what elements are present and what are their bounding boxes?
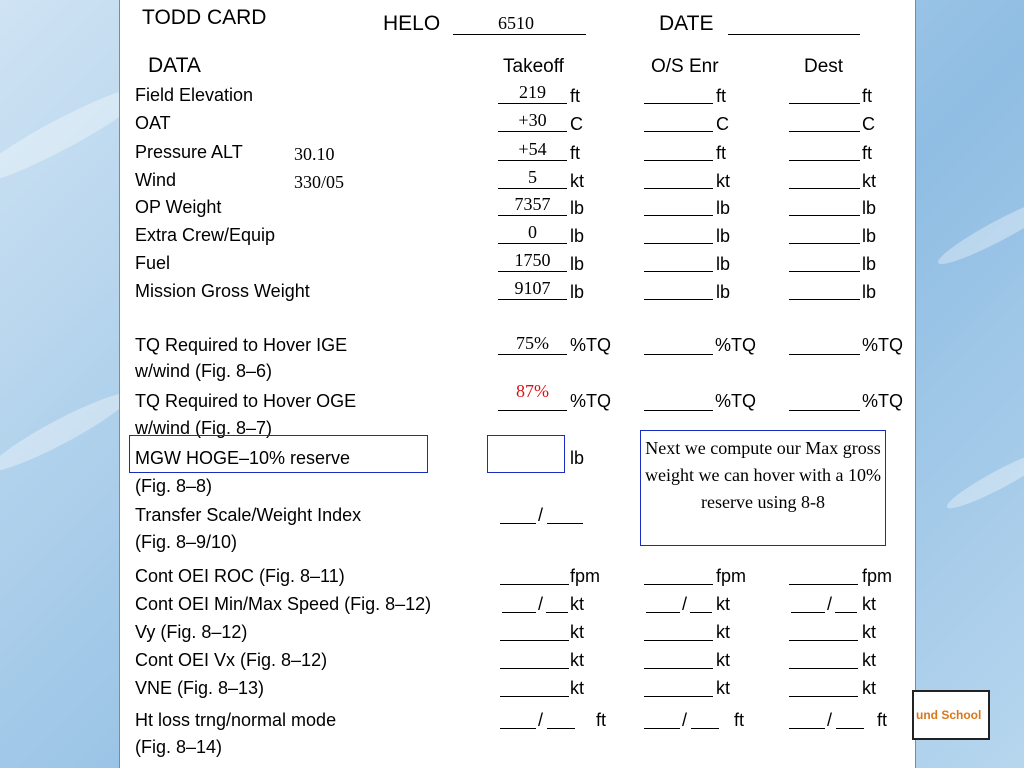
school-badge: und School bbox=[912, 690, 990, 740]
transfer-label: Transfer Scale/Weight Index bbox=[135, 505, 362, 525]
row-unit: kt bbox=[570, 171, 585, 191]
perf-slash: / bbox=[827, 594, 833, 614]
blank-line[interactable] bbox=[500, 728, 536, 729]
blank-line[interactable] bbox=[644, 271, 713, 272]
perf-unit: kt bbox=[862, 678, 877, 698]
blank-line[interactable] bbox=[498, 299, 567, 300]
row-unit: ft bbox=[570, 86, 581, 106]
blank-line[interactable] bbox=[644, 103, 713, 104]
htloss-slash: / bbox=[538, 710, 544, 730]
blank-line[interactable] bbox=[644, 160, 713, 161]
tq-oge-unit-os: %TQ bbox=[715, 391, 757, 411]
blank-line[interactable] bbox=[644, 640, 713, 641]
blank-line[interactable] bbox=[791, 612, 825, 613]
perf-slash: / bbox=[682, 594, 688, 614]
os-enr-header: O/S Enr bbox=[651, 56, 719, 77]
row-unit-dest: C bbox=[862, 114, 875, 134]
perf-unit: fpm bbox=[570, 566, 601, 586]
row-unit-os: lb bbox=[716, 198, 731, 218]
blank-line[interactable] bbox=[789, 728, 825, 729]
row-unit-os: lb bbox=[716, 226, 731, 246]
transfer-slash: / bbox=[538, 505, 544, 525]
tq-oge-unit-dest: %TQ bbox=[862, 391, 904, 411]
blank-line[interactable] bbox=[789, 271, 860, 272]
row-unit-dest: ft bbox=[862, 86, 873, 106]
row-note: 330/05 bbox=[294, 172, 345, 192]
blank-line[interactable] bbox=[789, 668, 858, 669]
row-takeoff-value: 219 bbox=[519, 82, 546, 102]
blank-line[interactable] bbox=[498, 271, 567, 272]
blank-line[interactable] bbox=[789, 299, 860, 300]
row-takeoff-value: 1750 bbox=[514, 250, 551, 270]
perf-unit: kt bbox=[716, 650, 731, 670]
perf-label: Cont OEI ROC (Fig. 8–11) bbox=[135, 566, 345, 586]
tq-oge-label: TQ Required to Hover OGE bbox=[135, 391, 357, 411]
perf-unit: kt bbox=[716, 678, 731, 698]
tq-oge-value: 87% bbox=[516, 381, 549, 401]
tq-ige-value: 75% bbox=[516, 333, 549, 353]
perf-unit: fpm bbox=[716, 566, 747, 586]
perf-slash: / bbox=[538, 594, 544, 614]
row-label: Fuel bbox=[135, 253, 171, 273]
htloss-unit: ft bbox=[734, 710, 745, 730]
perf-unit: kt bbox=[570, 622, 585, 642]
row-unit-dest: lb bbox=[862, 254, 877, 274]
htloss-slash: / bbox=[682, 710, 688, 730]
row-takeoff-value: 7357 bbox=[514, 194, 551, 214]
tq-ige-sub: w/wind (Fig. 8–6) bbox=[135, 361, 273, 381]
htloss-unit: ft bbox=[877, 710, 888, 730]
perf-unit: kt bbox=[570, 678, 585, 698]
blank-line[interactable] bbox=[836, 728, 864, 729]
blank-line[interactable] bbox=[789, 215, 860, 216]
row-takeoff-value: 0 bbox=[528, 222, 537, 242]
blank-line[interactable] bbox=[547, 728, 575, 729]
row-unit-dest: kt bbox=[862, 171, 877, 191]
row-unit-os: C bbox=[716, 114, 729, 134]
tq-oge-sub: w/wind (Fig. 8–7) bbox=[135, 418, 273, 438]
blank-line[interactable] bbox=[789, 103, 860, 104]
blank-line[interactable] bbox=[498, 243, 567, 244]
perf-label: Cont OEI Vx (Fig. 8–12) bbox=[135, 650, 328, 670]
htloss-unit: ft bbox=[596, 710, 607, 730]
tq-ige-label: TQ Required to Hover IGE bbox=[135, 335, 348, 355]
blank-line[interactable] bbox=[500, 640, 569, 641]
helo-value: 6510 bbox=[498, 13, 534, 33]
todd-card bbox=[119, 0, 916, 768]
blank-line[interactable] bbox=[500, 584, 569, 585]
blank-line[interactable] bbox=[644, 728, 680, 729]
blank-line[interactable] bbox=[498, 103, 567, 104]
mgw-unit: lb bbox=[570, 448, 585, 468]
row-unit-os: ft bbox=[716, 143, 727, 163]
tq-ige-unit-os: %TQ bbox=[715, 335, 757, 355]
blank-line[interactable] bbox=[690, 612, 712, 613]
blank-line[interactable] bbox=[546, 612, 568, 613]
row-takeoff-value: +54 bbox=[518, 139, 547, 159]
perf-unit: kt bbox=[862, 594, 877, 614]
row-unit: C bbox=[570, 114, 583, 134]
perf-unit: kt bbox=[862, 622, 877, 642]
perf-label: Cont OEI Min/Max Speed (Fig. 8–12) bbox=[135, 594, 432, 614]
row-unit-os: lb bbox=[716, 282, 731, 302]
blank-line[interactable] bbox=[498, 188, 567, 189]
mgw-value-box[interactable] bbox=[487, 435, 565, 473]
htloss-slash: / bbox=[827, 710, 833, 730]
row-takeoff-value: 5 bbox=[528, 167, 537, 187]
blank-line[interactable] bbox=[644, 188, 713, 189]
htloss-label: Ht loss trng/normal mode bbox=[135, 710, 337, 730]
perf-unit: kt bbox=[570, 594, 585, 614]
blank-line[interactable] bbox=[498, 131, 567, 132]
blank-line[interactable] bbox=[789, 640, 858, 641]
blank-line[interactable] bbox=[644, 131, 713, 132]
tq-oge-unit: %TQ bbox=[570, 391, 612, 411]
row-unit-os: lb bbox=[716, 254, 731, 274]
blank-line[interactable] bbox=[789, 131, 860, 132]
data-header: DATA bbox=[148, 54, 201, 77]
transfer-sub: (Fig. 8–9/10) bbox=[135, 532, 238, 552]
mgw-sub: (Fig. 8–8) bbox=[135, 476, 213, 496]
row-label: Mission Gross Weight bbox=[135, 281, 310, 301]
helo-label: HELO bbox=[383, 12, 441, 35]
row-unit: ft bbox=[570, 143, 581, 163]
perf-unit: kt bbox=[570, 650, 585, 670]
perf-label: Vy (Fig. 8–12) bbox=[135, 622, 248, 642]
row-unit: lb bbox=[570, 226, 585, 246]
blank-line[interactable] bbox=[644, 584, 713, 585]
blank-line[interactable] bbox=[498, 160, 567, 161]
row-label: OAT bbox=[135, 113, 171, 133]
date-label: DATE bbox=[659, 12, 714, 35]
row-unit: lb bbox=[570, 282, 585, 302]
blank-line[interactable] bbox=[644, 696, 713, 697]
mgw-label: MGW HOGE–10% reserve bbox=[135, 448, 351, 468]
row-unit: lb bbox=[570, 198, 585, 218]
dest-header: Dest bbox=[804, 56, 844, 77]
perf-unit: kt bbox=[716, 594, 731, 614]
row-unit-dest: ft bbox=[862, 143, 873, 163]
row-label: OP Weight bbox=[135, 197, 222, 217]
blank-line[interactable] bbox=[646, 612, 680, 613]
blank-line[interactable] bbox=[498, 215, 567, 216]
row-unit-dest: lb bbox=[862, 198, 877, 218]
row-label: Field Elevation bbox=[135, 85, 254, 105]
perf-unit: kt bbox=[716, 622, 731, 642]
htloss-sub: (Fig. 8–14) bbox=[135, 737, 223, 757]
row-label: Wind bbox=[135, 170, 177, 190]
perf-unit: kt bbox=[862, 650, 877, 670]
blank-line[interactable] bbox=[789, 584, 858, 585]
blank-line[interactable] bbox=[789, 160, 860, 161]
card-title: TODD CARD bbox=[142, 6, 267, 29]
blank-line[interactable] bbox=[789, 188, 860, 189]
row-unit-os: kt bbox=[716, 171, 731, 191]
row-label: Pressure ALT bbox=[135, 142, 243, 162]
takeoff-header: Takeoff bbox=[503, 56, 564, 77]
blank-line[interactable] bbox=[644, 668, 713, 669]
row-unit: lb bbox=[570, 254, 585, 274]
blank-line[interactable] bbox=[789, 243, 860, 244]
row-unit-dest: lb bbox=[862, 282, 877, 302]
blank-line[interactable] bbox=[644, 215, 713, 216]
tq-ige-unit: %TQ bbox=[570, 335, 612, 355]
row-unit-dest: lb bbox=[862, 226, 877, 246]
blank-line[interactable] bbox=[835, 612, 857, 613]
blank-line[interactable] bbox=[500, 696, 569, 697]
blank-line[interactable] bbox=[644, 243, 713, 244]
callout-note: Next we compute our Max gross weight we can hover with a 10% reserve using 8-8 bbox=[640, 430, 886, 546]
blank-line[interactable] bbox=[789, 696, 858, 697]
row-takeoff-value: +30 bbox=[518, 110, 547, 130]
tq-ige-unit-dest: %TQ bbox=[862, 335, 904, 355]
perf-unit: fpm bbox=[862, 566, 893, 586]
row-note: 30.10 bbox=[294, 144, 335, 164]
row-unit-os: ft bbox=[716, 86, 727, 106]
row-takeoff-value: 9107 bbox=[514, 278, 551, 298]
blank-line[interactable] bbox=[691, 728, 719, 729]
perf-label: VNE (Fig. 8–13) bbox=[135, 678, 265, 698]
row-label: Extra Crew/Equip bbox=[135, 225, 276, 245]
blank-line[interactable] bbox=[644, 299, 713, 300]
blank-line[interactable] bbox=[500, 668, 569, 669]
blank-line[interactable] bbox=[502, 612, 536, 613]
